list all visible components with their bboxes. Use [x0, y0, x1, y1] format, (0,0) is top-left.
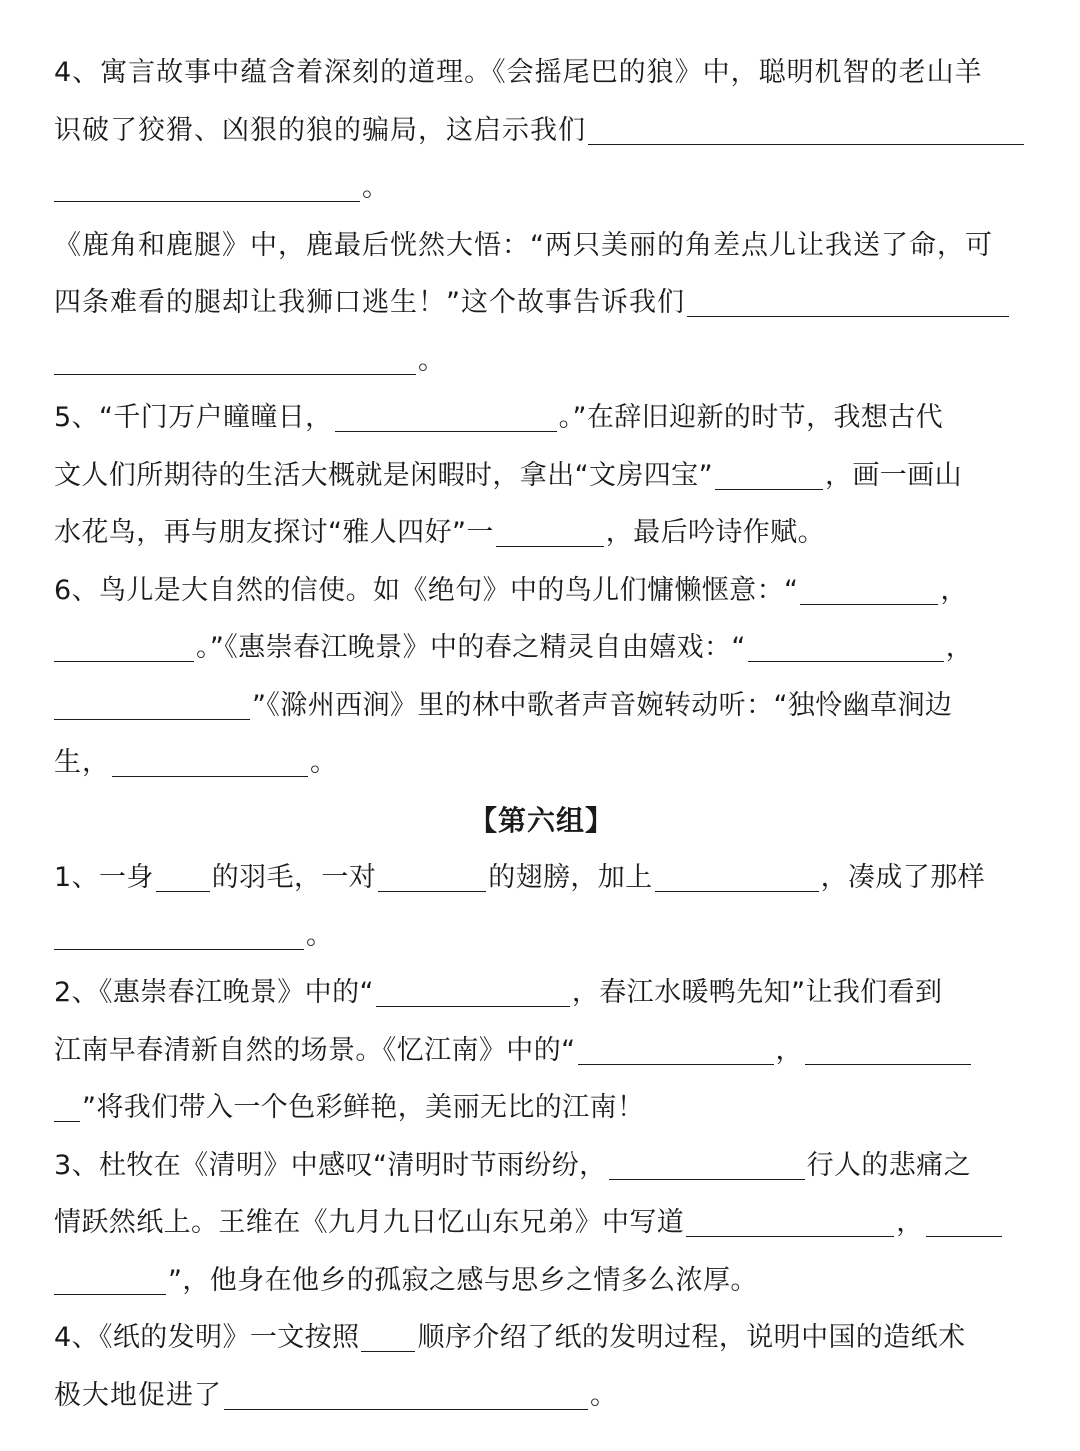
text: 4、《纸的发明》一文按照: [54, 1322, 360, 1353]
text: ，凑成了那样: [820, 862, 985, 893]
text: ，画一画山: [824, 459, 962, 491]
answer-blank[interactable]: [361, 1315, 415, 1352]
question-4b-line-2: [54, 274, 1029, 332]
text: 生，: [54, 747, 110, 778]
question-4b-line-1: [54, 217, 1029, 275]
question-6-line-1: [54, 562, 1029, 620]
section-heading: [54, 792, 1029, 850]
text: ”，他身在他乡的孤寂之感与思乡之情多么浓厚。: [168, 1264, 758, 1296]
text: ，春江水暖鸭先知”让我们看到: [571, 977, 943, 1008]
answer-blank[interactable]: [715, 453, 823, 490]
group6-question-3-line-1: [54, 1137, 1029, 1195]
answer-blank[interactable]: [54, 913, 304, 950]
group6-question-4-line-1: [54, 1309, 1029, 1367]
group6-question-4-line-2: [54, 1367, 1029, 1425]
group6-question-3-line-2: [54, 1194, 1029, 1252]
text: 《鹿角和鹿腿》中，鹿最后恍然大悟：“两只美丽的角差点儿让我送了命，可: [54, 229, 993, 261]
question-5-line-2: [54, 447, 1029, 505]
question-4-line-3: [54, 159, 1029, 217]
text: ”《滁州西涧》里的林中歌者声音婉转动听：“独怜幽草涧边: [252, 689, 953, 721]
text: 。”在辞旧迎新的时节，我想古代: [558, 402, 944, 433]
question-5-line-1: [54, 389, 1029, 447]
answer-blank[interactable]: [54, 683, 250, 720]
answer-blank[interactable]: [805, 1028, 971, 1065]
answer-blank[interactable]: [926, 1200, 1002, 1237]
question-4-line-2: [54, 102, 1029, 160]
text: 情跃然纸上。王维在《九月九日忆山东兄弟》中写道: [54, 1207, 685, 1238]
text: 。: [590, 1379, 618, 1411]
group6-question-2-line-1: [54, 964, 1029, 1022]
text: 。: [362, 172, 390, 203]
question-6-line-3: [54, 677, 1029, 735]
answer-blank[interactable]: [54, 1258, 166, 1295]
question-4b-line-3: [54, 332, 1029, 390]
answer-blank[interactable]: [335, 395, 557, 432]
text: 6、鸟儿是大自然的信使。如《绝句》中的鸟儿们慵懒惬意：“: [54, 574, 799, 606]
answer-blank[interactable]: [224, 1373, 588, 1410]
group6-question-2-line-2: [54, 1022, 1029, 1080]
text: 。”《惠崇春江晚景》中的春之精灵自由嬉戏：“: [196, 632, 746, 663]
text: 的翅膀，加上: [488, 862, 653, 893]
answer-blank[interactable]: [378, 855, 486, 892]
answer-blank[interactable]: [54, 1085, 80, 1122]
text: ，: [940, 574, 968, 606]
text: ，: [775, 1034, 803, 1066]
worksheet-page: [54, 44, 1029, 1424]
answer-blank[interactable]: [578, 1028, 774, 1065]
answer-blank[interactable]: [609, 1143, 805, 1180]
text: 行人的悲痛之: [806, 1149, 971, 1181]
answer-blank[interactable]: [655, 855, 819, 892]
group6-question-1-line-2: [54, 907, 1029, 965]
text: 4、寓言故事中蕴含着深刻的道理。《会摇尾巴的狼》中，聪明机智的老山羊: [54, 57, 983, 88]
answer-blank[interactable]: [156, 855, 210, 892]
text: 。: [306, 919, 334, 951]
text: 1、一身: [54, 862, 154, 893]
text: 极大地促进了: [54, 1379, 222, 1411]
answer-blank[interactable]: [112, 740, 308, 777]
answer-blank[interactable]: [54, 625, 194, 662]
answer-blank[interactable]: [800, 568, 938, 605]
text: ，最后吟诗作赋。: [605, 517, 825, 548]
text: 3、杜牧在《清明》中感叹“清明时节雨纷纷，: [54, 1149, 607, 1181]
group6-question-1-line-1: [54, 849, 1029, 907]
answer-blank[interactable]: [376, 970, 570, 1007]
text: 识破了狡猾、凶狠的狼的骗局，这启示我们: [54, 114, 586, 146]
text: 四条难看的腿却让我狮口逃生！”这个故事告诉我们: [54, 287, 685, 318]
text: 江南早春清新自然的场景。《忆江南》中的“: [54, 1034, 576, 1066]
question-4-line-1: [54, 44, 1029, 102]
answer-blank[interactable]: [54, 338, 416, 375]
answer-blank[interactable]: [496, 510, 604, 547]
text: 2、《惠崇春江晚景》中的“: [54, 977, 374, 1008]
text: 顺序介绍了纸的发明过程，说明中国的造纸术: [417, 1322, 966, 1353]
text: 水花鸟，再与朋友探讨“雅人四好”一: [54, 517, 494, 548]
answer-blank[interactable]: [748, 625, 944, 662]
question-6-line-2: [54, 619, 1029, 677]
text: ，: [945, 632, 974, 663]
text: ”将我们带入一个色彩鲜艳，美丽无比的江南！: [82, 1092, 645, 1123]
text: ，: [896, 1207, 924, 1238]
text: 5、“千门万户曈曈日，: [54, 402, 333, 433]
text: 。: [418, 344, 446, 376]
group6-question-3-line-3: [54, 1252, 1029, 1310]
section-title: 【第六组】: [468, 803, 614, 837]
question-6-line-4: [54, 734, 1029, 792]
answer-blank[interactable]: [686, 1200, 894, 1237]
text: 的羽毛，一对: [211, 862, 377, 893]
answer-blank[interactable]: [54, 165, 360, 202]
question-5-line-3: [54, 504, 1029, 562]
answer-blank[interactable]: [588, 108, 1024, 145]
text: 。: [310, 747, 338, 778]
group6-question-2-line-3: [54, 1079, 1029, 1137]
answer-blank[interactable]: [687, 280, 1009, 317]
text: 文人们所期待的生活大概就是闲暇时，拿出“文房四宝”: [54, 459, 713, 491]
